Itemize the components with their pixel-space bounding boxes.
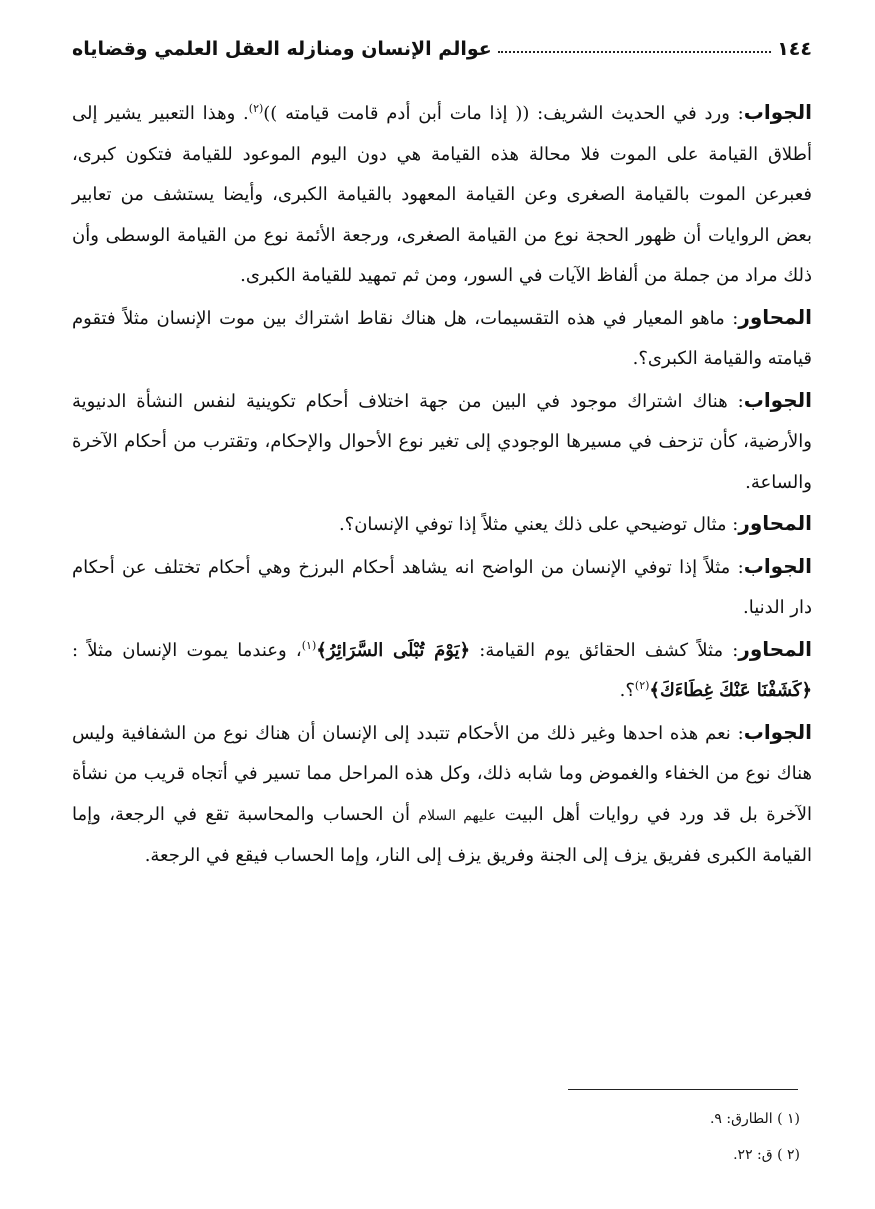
speaker-label: الجواب	[743, 553, 812, 578]
speaker-label: الجواب	[743, 100, 813, 124]
paragraph-answer	[72, 380, 812, 504]
running-header	[72, 32, 812, 66]
footnote-ref[interactable]: (٢)	[634, 679, 650, 692]
paragraph-text: : ورد في الحديث الشريف: (( إذا مات أبن أدم قامت قيامته ))	[263, 103, 744, 124]
footnote-ref[interactable]: (١)	[301, 638, 317, 652]
quran-verse: ﴿يَوْمَ تُبْلَى السَّرَائِرُ﴾	[316, 639, 471, 661]
header-dot-leader	[498, 51, 771, 53]
speaker-label: المحاور	[738, 304, 812, 329]
paragraph-answer	[72, 712, 812, 877]
paragraph-text: : مثلاً إذا توفي الإنسان من الواضح انه يشاهد أحكام البرزخ وهي أحكام تختلف عن أحكام دار الدنيا.	[72, 556, 812, 618]
paragraph-text: ، وعندما يموت الإنسان مثلاً :	[72, 639, 302, 661]
paragraph-text: . وهذا التعبير يشير إلى أطلاق القيامة على الموت فلا محالة هذه القيامة هي دون اليوم الموعود للقيامة فتكون كبرى، فعبرعن الموت بالقيامة الصغرى وعن القيامة المعهود بالقيامة الكبرى، وأيضا يستشف من تعابير بعض الروايات أن ظهور الحجة نوع من القيامة الصغرى، ورجعة الأئمة نوع من القيامة الوسطى وأن ذلك مراد من جملة من ألفاظ الآيات في السور، ومن ثم تمهيد للقيامة الكبرى.	[72, 103, 812, 286]
paragraph-interviewer	[72, 629, 812, 712]
paragraph-interviewer	[72, 503, 812, 546]
footnote-ref[interactable]: (٢)	[248, 102, 264, 115]
paragraph-text: ؟.	[619, 680, 635, 701]
main-text	[72, 92, 812, 877]
paragraph-text: : ماهو المعيار في هذه التقسيمات، هل هناك نقاط اشتراك بين موت الإنسان مثلاً فتقوم قيامته والقيامة الكبرى؟.	[72, 307, 812, 369]
paragraph-text: أن الحساب والمحاسبة تقع في الرجعة، وإما القيامة الكبرى ففريق يزف إلى الجنة وفريق يزف إلى النار، وإما الحساب فيقع في الرجعة.	[72, 803, 812, 866]
speaker-label: المحاور	[738, 511, 812, 535]
paragraph-text: : مثال توضيحي على ذلك يعني مثلاً إذا توفي الإنسان؟.	[338, 514, 739, 535]
speaker-label: الجواب	[743, 387, 812, 412]
speaker-label: المحاور	[738, 636, 812, 661]
header-title: عوالم الإنسان ومنازله العقل العلمي وقضاياه	[72, 38, 492, 60]
paragraph-interviewer	[72, 297, 812, 380]
paragraph-text: : مثلاً كشف الحقائق يوم القيامة:	[470, 639, 739, 661]
page-number: ١٤٤	[777, 38, 812, 60]
honorific-glyph: عليهم السلام	[418, 807, 497, 824]
footnote-separator	[568, 1089, 798, 1090]
paragraph-answer	[72, 546, 812, 629]
paragraph-text: : هناك اشتراك موجود في البين من جهة اختلاف أحكام تكوينية لنفس النشأة الدنيوية والأرضية، كأن تزحف في مسيرها الوجودي إلى تغير نوع الأحوال والإحكام، وتقترب من أحكام الآخرة والساعة.	[72, 390, 812, 493]
quran-verse: ﴿كَشَفْنَا عَنْكَ غِطَاءَكَ﴾	[649, 680, 812, 701]
speaker-label: الجواب	[743, 719, 812, 744]
footnote-item: (٢ ) ق: ٢٢.	[733, 1147, 800, 1163]
paragraph-text: : نعم هذه احدها وغير ذلك من الأحكام تتبدد إلى الإنسان أن هناك نوع من الشفافية وليس هناك نوع من الخفاء والغموض وما شابه ذلك، وكل هذه المراحل مما تسير في أتجاه قريب من نشأة الآخرة بل قد ورد في روايات أهل البيت	[72, 722, 812, 825]
footnotes	[470, 1101, 800, 1173]
footnote-item: (١ ) الطارق: ٩.	[709, 1111, 800, 1127]
paragraph-answer	[72, 92, 812, 297]
